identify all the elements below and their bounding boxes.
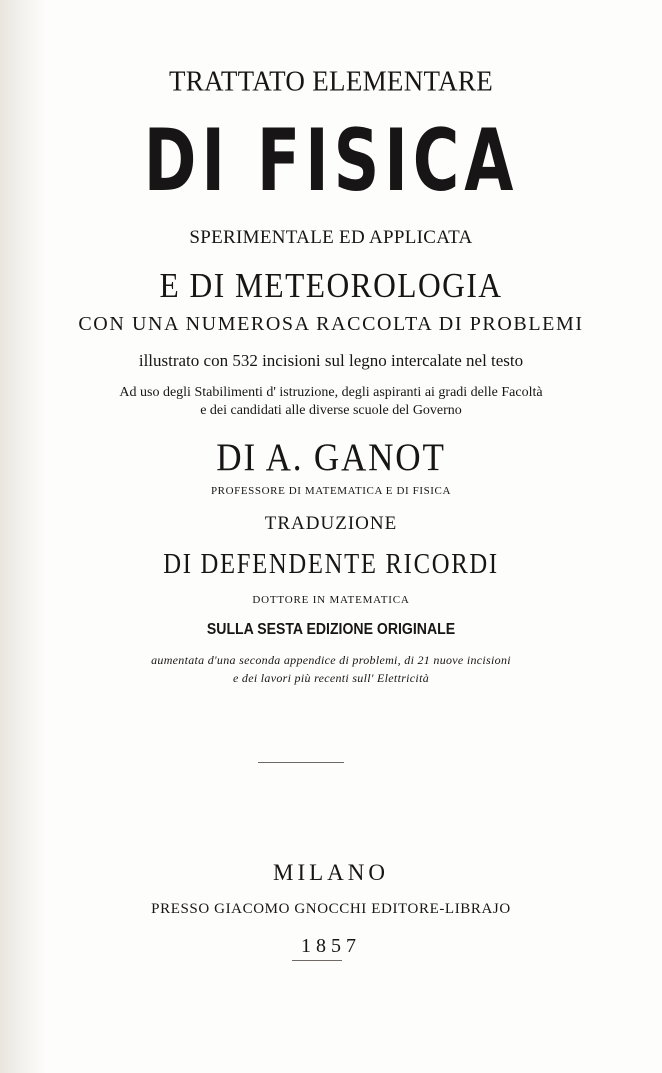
edition-note-1: aumentata d'una seconda appendice di problemi, di 21 nuove incisioni	[151, 653, 511, 667]
imprint-publisher: PRESSO GIACOMO GNOCCHI EDITORE-LIBRAJO	[151, 901, 511, 917]
author-name: DI A. GANOT	[216, 436, 446, 479]
subtitle-meteorologia: E DI METEOROLOGIA	[159, 266, 503, 305]
translator-name: DI DEFENDENTE RICORDI	[163, 548, 499, 580]
translator-role: DOTTORE IN MATEMATICA	[252, 594, 410, 606]
imprint-city: MILANO	[273, 860, 389, 885]
translation-label: TRADUZIONE	[264, 513, 398, 534]
audience-line-2: e dei candidati alle diverse scuole del Governo	[200, 403, 462, 418]
illustration-note: illustrato con 532 incisioni sul legno intercalate nel testo	[138, 351, 524, 370]
edition-line: SULLA SESTA EDIZIONE ORIGINALE	[206, 621, 456, 638]
year-underline	[292, 960, 342, 961]
audience-line-1: Ad uso degli Stabilimenti d' istruzione, degli aspiranti ai gradi delle Facoltà	[119, 385, 543, 400]
main-title: DI FISICA	[143, 111, 519, 211]
imprint-year: 1857	[301, 935, 361, 957]
series-title: TRATTATO ELEMENTARE	[168, 65, 494, 97]
subtitle-sperimentale: SPERIMENTALE ED APPLICATA	[189, 227, 473, 248]
edition-note-2: e dei lavori più recenti sull' Elettricità	[232, 671, 429, 685]
subtitle-problemi: CON UNA NUMEROSA RACCOLTA DI PROBLEMI	[78, 313, 584, 335]
divider-rule	[258, 762, 344, 763]
author-role: PROFESSORE DI MATEMATICA E DI FISICA	[210, 485, 452, 497]
